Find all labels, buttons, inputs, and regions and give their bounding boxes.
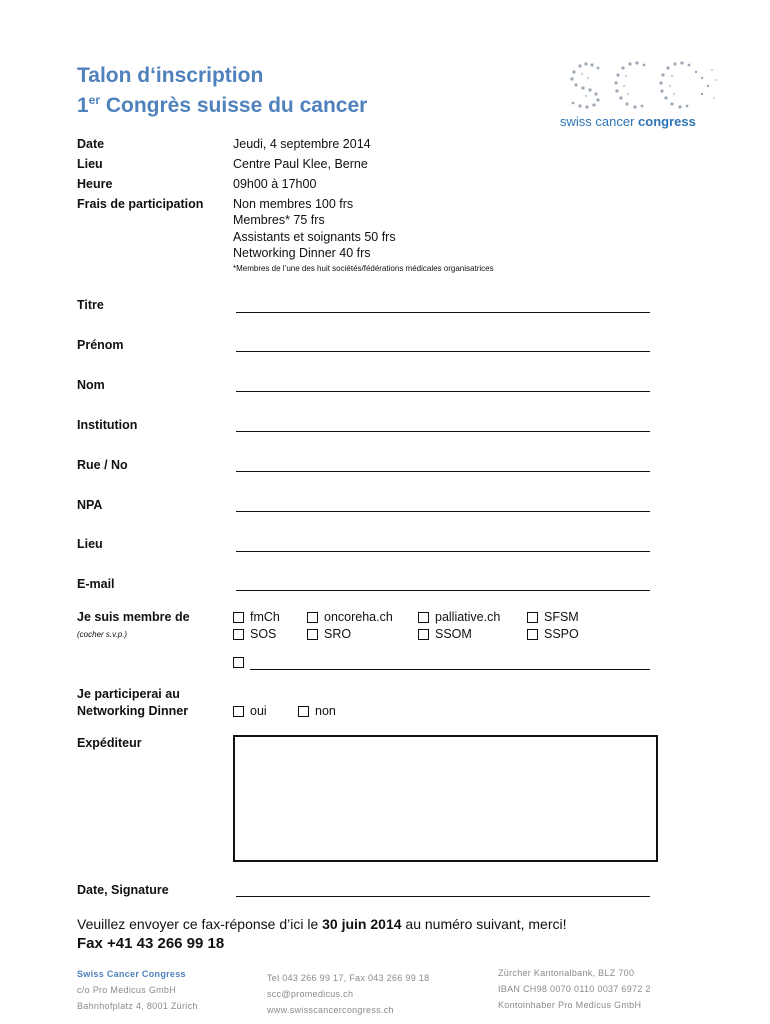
checkbox-label: SSOM — [435, 627, 472, 641]
membre-label: Je suis membre de — [77, 610, 190, 624]
footer-website[interactable]: www.swisscancercongress.ch — [267, 1005, 394, 1015]
lieu-field-label: Lieu — [77, 537, 103, 551]
frais-value-assistants: Assistants et soignants 50 frs — [233, 230, 396, 244]
checkbox-box[interactable] — [418, 629, 429, 640]
checkbox-label: SRO — [324, 627, 352, 641]
checkbox-sfsm[interactable] — [527, 610, 579, 624]
checkbox-label: SSPO — [544, 627, 579, 641]
title-number: 1 — [77, 94, 89, 117]
prenom-label: Prénom — [77, 338, 124, 352]
checkbox-oui[interactable] — [233, 704, 267, 718]
checkbox-non[interactable] — [298, 704, 336, 718]
rue-label: Rue / No — [77, 458, 128, 472]
form-title: Talon d‘inscription — [77, 64, 264, 87]
frais-value-dinner: Networking Dinner 40 frs — [233, 246, 371, 260]
footer-bank-line1: Zürcher Kantonalbank, BLZ 700 — [498, 968, 635, 978]
checkbox-box[interactable] — [307, 629, 318, 640]
frais-label: Frais de participation — [77, 197, 204, 211]
institution-label: Institution — [77, 418, 138, 432]
fax-instruction — [77, 916, 567, 932]
footer-bank-line3: Kontoinhaber Pro Medicus GmbH — [498, 1000, 642, 1010]
checkbox-label: palliative.ch — [435, 610, 501, 624]
lieu-label: Lieu — [77, 157, 103, 171]
footer-org-line2: c/o Pro Medicus GmbH — [77, 985, 177, 995]
fax-number: Fax +41 43 266 99 18 — [77, 935, 225, 952]
membre-hint: (cocher s.v.p.) — [77, 630, 128, 639]
title-rest: Congrès suisse du cancer — [100, 94, 368, 117]
frais-footnote: *Membres de l’une des huit sociétés/fédérations médicales organisatrices — [233, 264, 494, 273]
logo-wordmark-light: swiss cancer — [560, 114, 639, 129]
prenom-field[interactable] — [236, 351, 650, 352]
dinner-label-2: Networking Dinner — [77, 704, 189, 718]
footer-bank-line2: IBAN CH98 0070 0110 0037 6972 2 — [498, 984, 651, 994]
checkbox-label: oui — [250, 704, 267, 718]
checkbox-box[interactable] — [233, 612, 244, 623]
checkbox-sspo[interactable] — [527, 627, 579, 641]
checkbox-box[interactable] — [527, 629, 538, 640]
footer-contact — [267, 970, 429, 1018]
footer-bank — [498, 965, 651, 1013]
checkbox-box[interactable] — [233, 657, 244, 668]
titre-label: Titre — [77, 298, 104, 312]
signature-field[interactable] — [236, 896, 650, 897]
logo-wordmark — [560, 114, 696, 129]
footer-phone: Tel 043 266 99 17, Fax 043 266 99 18 — [267, 973, 430, 983]
sender-label: Expéditeur — [77, 736, 142, 750]
title-superscript: er — [88, 93, 101, 107]
footer-org-line3: Bahnhofplatz 4, 8001 Zürich — [77, 1001, 198, 1011]
checkbox-label: SOS — [250, 627, 277, 641]
date-value: Jeudi, 4 septembre 2014 — [233, 137, 371, 151]
checkbox-box[interactable] — [418, 612, 429, 623]
checkbox-palliative[interactable] — [418, 610, 500, 624]
checkbox-ssom[interactable] — [418, 627, 472, 641]
signature-label: Date, Signature — [77, 883, 169, 897]
fax-note-after: au numéro suivant, merci! — [401, 916, 567, 932]
frais-value-membres: Membres* 75 frs — [233, 213, 325, 227]
email-label: E-mail — [77, 577, 115, 591]
checkbox-oncoreha[interactable] — [307, 610, 393, 624]
fax-deadline: 30 juin 2014 — [322, 916, 402, 932]
frais-value-nonmembres: Non membres 100 frs — [233, 197, 354, 211]
checkbox-label: oncoreha.ch — [324, 610, 393, 624]
npa-label: NPA — [77, 498, 103, 512]
checkbox-label: non — [315, 704, 336, 718]
heure-value: 09h00 à 17h00 — [233, 177, 317, 191]
other-society-field[interactable] — [250, 669, 650, 670]
lieu-value: Centre Paul Klee, Berne — [233, 157, 368, 171]
checkbox-sos[interactable] — [233, 627, 276, 641]
npa-field[interactable] — [236, 511, 650, 512]
checkbox-box[interactable] — [233, 706, 244, 717]
email-field[interactable] — [236, 590, 650, 591]
logo-wordmark-bold: congress — [638, 114, 696, 129]
footer-address — [77, 966, 198, 1014]
nom-label: Nom — [77, 378, 105, 392]
date-label: Date — [77, 137, 105, 151]
checkbox-fmch[interactable] — [233, 610, 280, 624]
heure-label: Heure — [77, 177, 113, 191]
checkbox-box[interactable] — [527, 612, 538, 623]
checkbox-box[interactable] — [233, 629, 244, 640]
rue-field[interactable] — [236, 471, 650, 472]
checkbox-box[interactable] — [307, 612, 318, 623]
fax-note-before: Veuillez envoyer ce fax-réponse d’ici le — [77, 916, 323, 932]
checkbox-other[interactable] — [233, 657, 250, 668]
checkbox-label: fmCh — [250, 610, 280, 624]
checkbox-label: SFSM — [544, 610, 579, 624]
footer-email[interactable]: scc@promedicus.ch — [267, 989, 354, 999]
nom-field[interactable] — [236, 391, 650, 392]
sender-box[interactable] — [233, 735, 658, 862]
lieu-field[interactable] — [236, 551, 650, 552]
institution-field[interactable] — [236, 431, 650, 432]
titre-field[interactable] — [236, 312, 650, 313]
congress-title — [77, 93, 367, 118]
dinner-label-1: Je participerai au — [77, 687, 180, 701]
footer-org-name: Swiss Cancer Congress — [77, 969, 186, 979]
checkbox-box[interactable] — [298, 706, 309, 717]
checkbox-sro[interactable] — [307, 627, 351, 641]
